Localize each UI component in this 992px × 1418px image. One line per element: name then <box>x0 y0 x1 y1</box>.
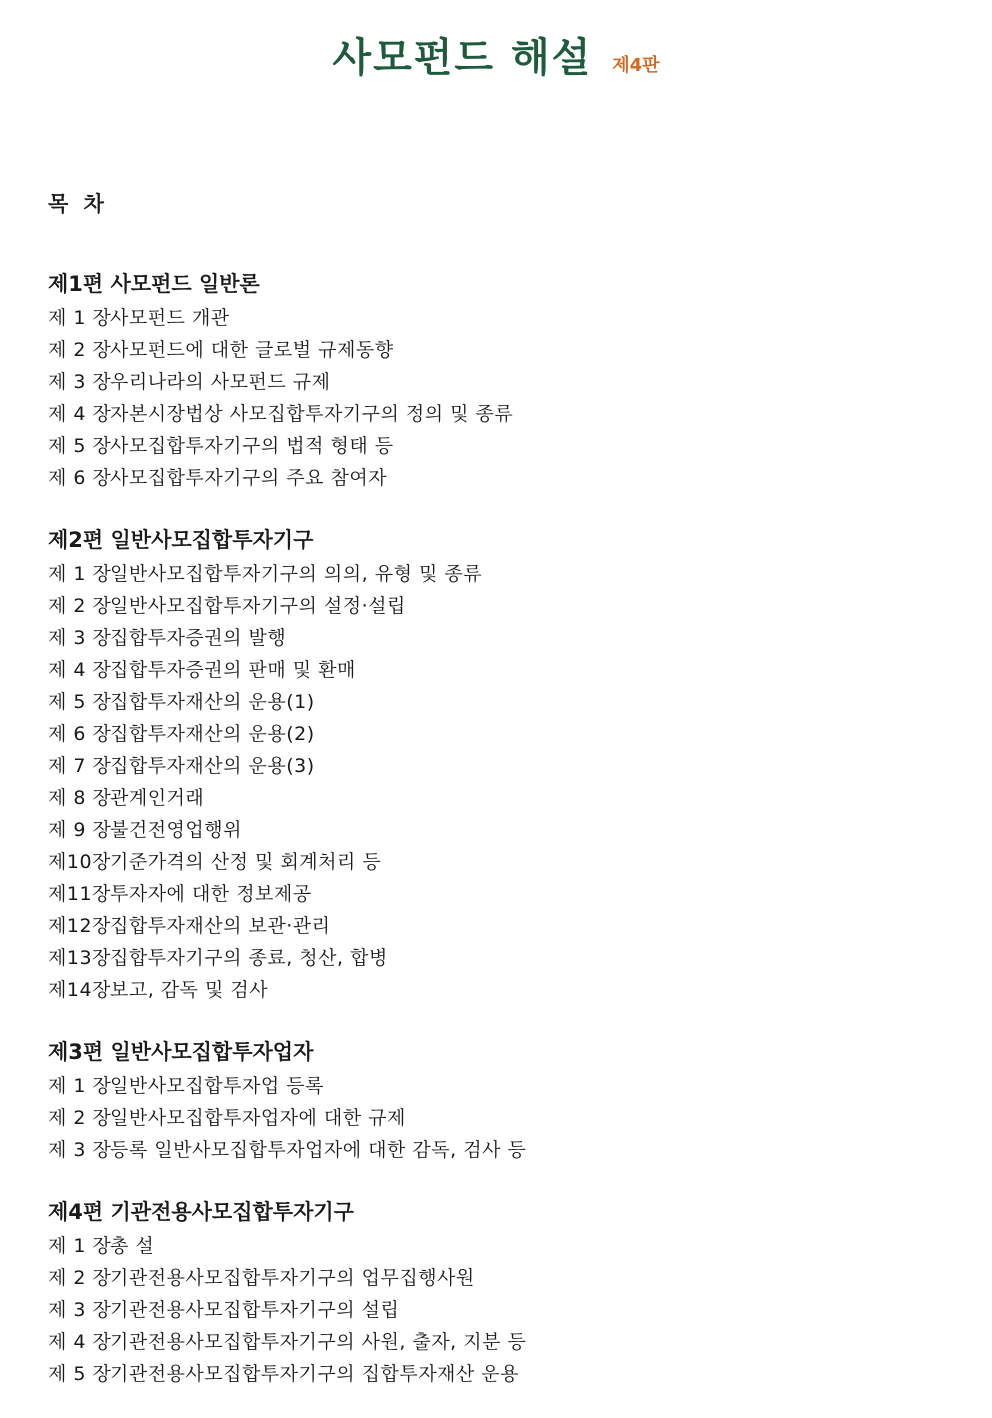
chapter-number: 제 3 장 <box>48 371 112 393</box>
chapter-entry <box>48 1326 948 1358</box>
chapter-entry <box>48 878 948 910</box>
toc-part <box>48 266 948 494</box>
chapter-title: 기관전용사모집합투자기구의 업무집행사원 <box>110 1267 475 1289</box>
chapter-title: 일반사모집합투자업자에 대한 규제 <box>110 1107 406 1129</box>
chapter-number: 제 2 장 <box>48 1107 112 1129</box>
toc-heading: 목 차 <box>48 192 108 216</box>
chapter-entry <box>48 782 948 814</box>
chapter-entry <box>48 430 948 462</box>
chapter-title: 집합투자증권의 판매 및 환매 <box>110 659 356 681</box>
chapter-number: 제 4 장 <box>48 659 112 681</box>
chapter-number: 제 3 장 <box>48 1299 112 1321</box>
chapter-title: 기관전용사모집합투자기구의 설립 <box>110 1299 400 1321</box>
chapter-number: 제 6 장 <box>48 467 112 489</box>
chapter-title: 사모펀드 개관 <box>110 307 230 329</box>
chapter-title: 보고, 감독 및 검사 <box>110 979 269 1001</box>
document-title: 사모펀드 해설 <box>332 35 593 81</box>
chapter-title: 집합투자증권의 발행 <box>110 627 287 649</box>
chapter-entry <box>48 1294 948 1326</box>
chapter-title: 사모펀드에 대한 글로벌 규제동향 <box>110 339 394 361</box>
chapter-number: 제 8 장 <box>48 787 112 809</box>
chapter-title: 집합투자재산의 보관·관리 <box>110 915 331 937</box>
chapter-number: 제 7 장 <box>48 755 112 777</box>
chapter-number: 제 3 장 <box>48 627 112 649</box>
chapter-title: 일반사모집합투자업 등록 <box>110 1075 324 1097</box>
chapter-entry <box>48 686 948 718</box>
chapter-entry <box>48 1102 948 1134</box>
chapter-title: 집합투자재산의 운용(3) <box>110 755 315 777</box>
chapter-title: 사모집합투자기구의 법적 형태 등 <box>110 435 394 457</box>
toc-part <box>48 522 948 1006</box>
chapter-title: 집합투자재산의 운용(2) <box>110 723 315 745</box>
chapter-number: 제 4 장 <box>48 403 112 425</box>
chapter-entry <box>48 366 948 398</box>
chapter-entry <box>48 1070 948 1102</box>
chapter-entry <box>48 846 948 878</box>
chapter-number: 제 4 장 <box>48 1331 112 1353</box>
chapter-title: 등록 일반사모집합투자업자에 대한 감독, 검사 등 <box>110 1139 527 1161</box>
chapter-title: 총 설 <box>110 1235 155 1257</box>
chapter-number: 제 5 장 <box>48 435 112 457</box>
chapter-entry <box>48 718 948 750</box>
chapter-title: 관계인거래 <box>110 787 205 809</box>
chapter-number: 제 1 장 <box>48 1235 112 1257</box>
chapter-entry <box>48 590 948 622</box>
chapter-title: 투자자에 대한 정보제공 <box>110 883 312 905</box>
toc-part <box>48 1034 948 1166</box>
chapter-title: 사모집합투자기구의 주요 참여자 <box>110 467 388 489</box>
chapter-entry <box>48 1230 948 1262</box>
chapter-entry <box>48 974 948 1006</box>
chapter-entry <box>48 814 948 846</box>
toc-part <box>48 1194 948 1390</box>
chapter-number: 제 2 장 <box>48 595 112 617</box>
chapter-number: 제10장 <box>48 851 111 873</box>
chapter-title: 기준가격의 산정 및 회계처리 등 <box>110 851 382 873</box>
chapter-entry <box>48 750 948 782</box>
chapter-title: 기관전용사모집합투자기구의 사원, 출자, 지분 등 <box>110 1331 527 1353</box>
chapter-title: 불건전영업행위 <box>110 819 242 841</box>
chapter-entry <box>48 1358 948 1390</box>
chapter-entry <box>48 910 948 942</box>
chapter-entry <box>48 1134 948 1166</box>
chapter-entry <box>48 654 948 686</box>
table-of-contents <box>48 188 948 1418</box>
chapter-number: 제 1 장 <box>48 563 112 585</box>
chapter-number: 제 5 장 <box>48 1363 112 1385</box>
chapter-title: 일반사모집합투자기구의 설정·설립 <box>110 595 406 617</box>
part-title: 제1편 사모펀드 일반론 <box>48 272 260 296</box>
chapter-number: 제14장 <box>48 979 111 1001</box>
chapter-title: 집합투자기구의 종료, 청산, 합병 <box>110 947 388 969</box>
chapter-number: 제 1 장 <box>48 307 112 329</box>
chapter-number: 제 2 장 <box>48 1267 112 1289</box>
part-title: 제2편 일반사모집합투자기구 <box>48 528 314 552</box>
chapter-number: 제 1 장 <box>48 1075 112 1097</box>
chapter-entry <box>48 398 948 430</box>
chapter-number: 제 5 장 <box>48 691 112 713</box>
chapter-entry <box>48 558 948 590</box>
chapter-number: 제 2 장 <box>48 339 112 361</box>
chapter-entry <box>48 462 948 494</box>
chapter-entry <box>48 1262 948 1294</box>
part-title: 제3편 일반사모집합투자업자 <box>48 1040 314 1064</box>
chapter-number: 제 6 장 <box>48 723 112 745</box>
chapter-number: 제12장 <box>48 915 111 937</box>
chapter-title: 일반사모집합투자기구의 의의, 유형 및 종류 <box>110 563 483 585</box>
chapter-number: 제 3 장 <box>48 1139 112 1161</box>
chapter-title: 자본시장법상 사모집합투자기구의 정의 및 종류 <box>110 403 514 425</box>
chapter-entry <box>48 622 948 654</box>
chapter-entry <box>48 302 948 334</box>
part-title: 제4편 기관전용사모집합투자기구 <box>48 1200 354 1224</box>
chapter-number: 제 9 장 <box>48 819 112 841</box>
chapter-number: 제13장 <box>48 947 111 969</box>
chapter-number: 제11장 <box>48 883 111 905</box>
chapter-title: 기관전용사모집합투자기구의 집합투자재산 운용 <box>110 1363 520 1385</box>
chapter-entry <box>48 334 948 366</box>
chapter-title: 집합투자재산의 운용(1) <box>110 691 315 713</box>
chapter-entry <box>48 942 948 974</box>
document-header <box>0 26 992 83</box>
edition-label: 제4판 <box>612 55 660 76</box>
chapter-title: 우리나라의 사모펀드 규제 <box>110 371 331 393</box>
